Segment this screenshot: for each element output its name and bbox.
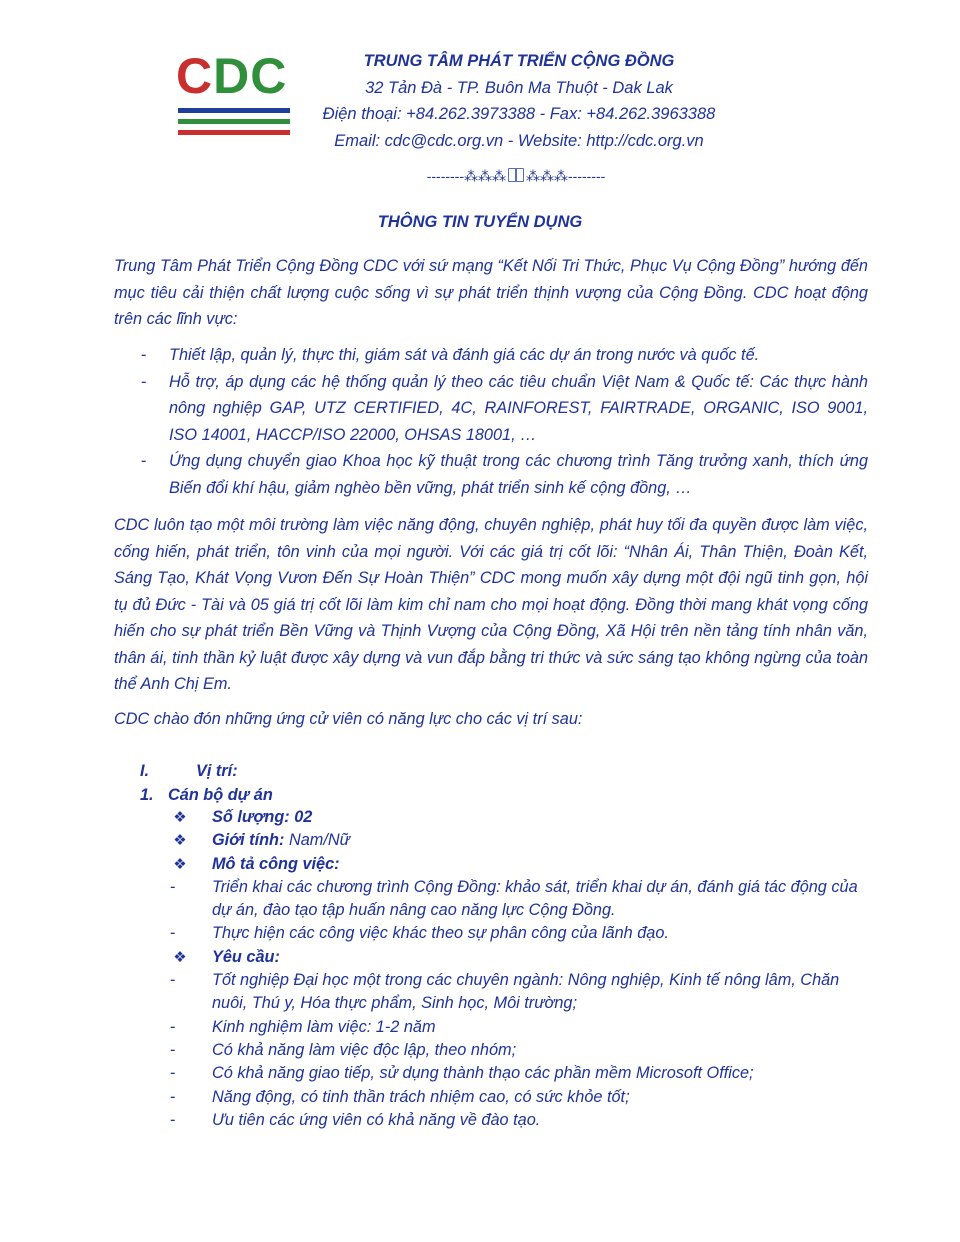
section-number: I.	[140, 762, 150, 780]
organization-email-website: Email: cdc@cdc.org.vn - Website: http://cdc.org.vn	[334, 131, 704, 150]
organization-name: TRUNG TÂM PHÁT TRIỂN CỘNG ĐỒNG	[363, 52, 675, 70]
dash-bullet-icon: -	[170, 1087, 176, 1106]
position-heading	[140, 784, 273, 808]
list-item: - Thiết lập, quản lý, thực thi, giám sát và đánh giá các dự án trong nước và quốc tế.	[114, 342, 868, 369]
description-label: Mô tả công việc:	[212, 854, 340, 873]
book-icon	[508, 168, 524, 182]
list-item: - Triển khai các chương trình Cộng Đồng: khảo sát, triển khai dự án, đánh giá tác động của dự án, đào tạo tập huấn nâng cao năng lực Cộng Đồng.	[170, 877, 858, 920]
list-item: - Có khả năng làm việc độc lập, theo nhóm;	[170, 1039, 870, 1062]
list-item: - Ứng dụng chuyển giao Khoa học kỹ thuật trong các chương trình Tăng trưởng xanh, thích ứng Biến đổi khí hậu, giảm nghèo bền vững, phát triển sinh kế cộng đồng, …	[114, 448, 868, 501]
gender-row	[170, 829, 870, 852]
list-item: - Tốt nghiệp Đại học một trong các chuyên ngành: Nông nghiệp, Kinh tế nông lâm, Chăn nuôi, Thú y, Hóa thực phẩm, Sinh học, Môi trường;	[170, 971, 840, 1013]
organization-address: 32 Tản Đà - TP. Buôn Ma Thuột - Dak Lak	[365, 78, 673, 97]
dash-bullet-icon: -	[170, 1064, 176, 1083]
header-ornament	[400, 166, 632, 186]
dash-bullet-icon: -	[170, 971, 176, 990]
logo-stripe-green	[178, 119, 290, 124]
description-heading-row	[170, 853, 870, 876]
gender-value: Nam/Nữ	[284, 831, 350, 850]
dash-bullet-icon: -	[170, 1017, 176, 1036]
diamond-bullet-icon: ❖	[173, 948, 187, 966]
list-item: - Hỗ trợ, áp dụng các hệ thống quản lý theo các tiêu chuẩn Việt Nam & Quốc tế: Các thực hành nông nghiệp GAP, UTZ CERTIFIED, 4C, RAINFOREST, FAIRTRADE, ORGANIC, ISO 9001, ISO 14001, HACCP/ISO 22000, OHSAS 18001, …	[114, 369, 868, 449]
logo-letters: CDC	[176, 48, 288, 104]
quantity-label: Số lượng: 02	[212, 808, 313, 826]
dash-bullet-icon: -	[141, 452, 147, 470]
section-heading	[140, 760, 238, 784]
list-item: - Kinh nghiệm làm việc: 1-2 năm	[170, 1016, 870, 1039]
quantity-row	[170, 806, 870, 829]
list-item: - Năng động, có tinh thần trách nhiệm cao, có sức khỏe tốt;	[170, 1086, 870, 1109]
activity-fields-list	[114, 342, 868, 501]
logo-stripe-red	[178, 130, 290, 135]
dash-bullet-icon: -	[170, 877, 176, 896]
position-details	[170, 806, 870, 1132]
organization-phone-fax: Điện thoại: +84.262.3973388 - Fax: +84.262.3963388	[322, 105, 716, 123]
dash-bullet-icon: -	[170, 1110, 176, 1129]
ornament-left: --------⁂⁂⁂	[426, 168, 506, 184]
diamond-bullet-icon: ❖	[173, 809, 187, 826]
welcome-line: CDC chào đón những ứng cử viên có năng lực cho các vị trí sau:	[114, 710, 583, 728]
position-number: 1.	[140, 786, 154, 804]
position-name: Cán bộ dự án	[168, 786, 273, 804]
section-label: Vị trí:	[196, 762, 238, 780]
cdc-logo	[176, 48, 292, 136]
dash-bullet-icon: -	[170, 924, 176, 943]
ornament-right: ⁂⁂⁂--------	[526, 168, 606, 184]
list-item: - Có khả năng giao tiếp, sử dụng thành thạo các phần mềm Microsoft Office;	[170, 1062, 870, 1085]
logo-stripe-blue	[178, 108, 290, 113]
list-item: - Thực hiện các công việc khác theo sự phân công của lãnh đạo.	[170, 922, 870, 945]
document-title: THÔNG TIN TUYỂN DỤNG	[377, 213, 583, 231]
diamond-bullet-icon: ❖	[173, 832, 187, 850]
organization-header	[296, 48, 742, 154]
requirements-label: Yêu cầu:	[212, 947, 280, 966]
values-paragraph: CDC luôn tạo một môi trường làm việc năng động, chuyên nghiệp, phát huy tối đa quyền được làm việc, cống hiến, phát triển, tôn vinh của mọi người. Với các giá trị cốt lõi: “Nhân Ái, Thân Thiện, Đoàn Kết, Sáng Tạo, Khát Vọng Vươn Đến Sự Hoàn Thiện” CDC mong muốn xây dựng một đội ngũ tinh gọn, hội tụ đủ Đức - Tài và 05 giá trị cốt lõi làm kim chỉ nam cho mọi hoạt động. Đồng thời mang khát vọng cống hiến cho sự phát triển Bền Vững và Thịnh Vượng của Cộng Đồng, Xã Hội trên nền tảng tính nhân văn, thân ái, tinh thần kỷ luật được xây dựng và vun đắp bằng tri thức và sức sáng tạo không ngừng của toàn thể Anh Chị Em.	[114, 516, 868, 693]
dash-bullet-icon: -	[141, 346, 147, 364]
diamond-bullet-icon: ❖	[173, 855, 187, 873]
list-item: - Ưu tiên các ứng viên có khả năng về đào tạo.	[170, 1109, 870, 1132]
gender-label: Giới tính:	[212, 831, 285, 850]
requirements-heading-row	[170, 946, 870, 969]
dash-bullet-icon: -	[170, 1040, 176, 1059]
dash-bullet-icon: -	[141, 372, 147, 391]
intro-paragraph: Trung Tâm Phát Triển Cộng Đồng CDC với sứ mạng “Kết Nối Tri Thức, Phục Vụ Cộng Đồng” hướng đến mục tiêu cải thiện chất lượng cuộc sống vì sự phát triển thịnh vượng của Cộng Đồng. CDC hoạt động trên các lĩnh vực:	[114, 257, 868, 328]
